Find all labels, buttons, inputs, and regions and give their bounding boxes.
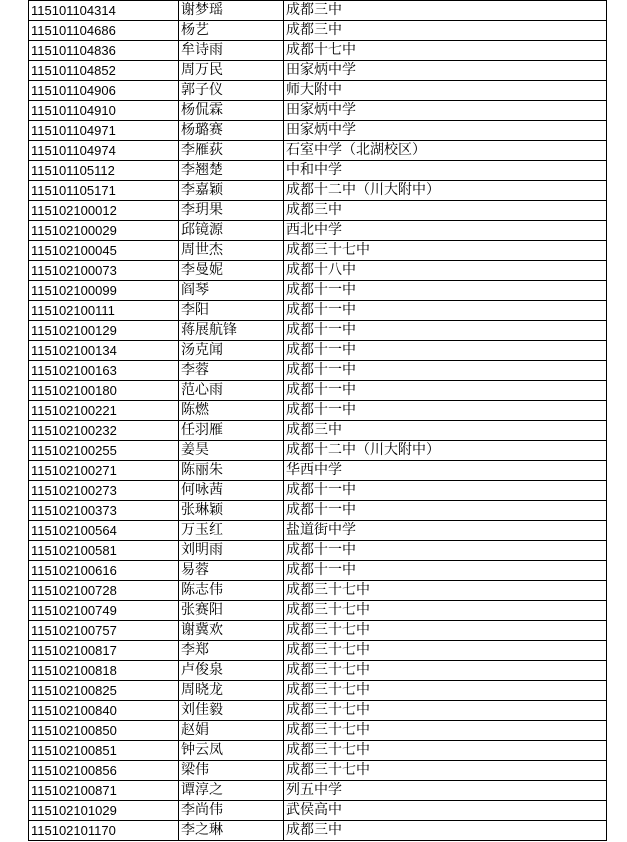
school-name-cell: 中和中学 xyxy=(284,161,607,181)
student-name-cell: 周晓龙 xyxy=(179,681,284,701)
student-name-cell: 张琳颖 xyxy=(179,501,284,521)
student-name-cell: 何咏茜 xyxy=(179,481,284,501)
student-name-cell: 李郑 xyxy=(179,641,284,661)
candidate-id-cell: 115102100163 xyxy=(29,361,179,381)
student-name-cell: 刘佳毅 xyxy=(179,701,284,721)
school-name-cell: 成都三中 xyxy=(284,421,607,441)
table-row xyxy=(29,221,607,241)
candidate-id-cell: 115102100232 xyxy=(29,421,179,441)
table-row xyxy=(29,321,607,341)
school-name-cell: 成都十一中 xyxy=(284,401,607,421)
candidate-id-cell: 115102100581 xyxy=(29,541,179,561)
student-name-cell: 杨艺 xyxy=(179,21,284,41)
student-name-cell: 李蓉 xyxy=(179,361,284,381)
school-name-cell: 成都三十七中 xyxy=(284,721,607,741)
student-name-cell: 万玉红 xyxy=(179,521,284,541)
table-row xyxy=(29,261,607,281)
table-row xyxy=(29,661,607,681)
student-name-cell: 姜昊 xyxy=(179,441,284,461)
candidate-id-cell: 115102100850 xyxy=(29,721,179,741)
student-name-cell: 范心雨 xyxy=(179,381,284,401)
candidate-id-cell: 115101104971 xyxy=(29,121,179,141)
school-name-cell: 成都十一中 xyxy=(284,301,607,321)
candidate-id-cell: 115102100180 xyxy=(29,381,179,401)
table-row xyxy=(29,701,607,721)
candidate-id-cell: 115102100616 xyxy=(29,561,179,581)
candidate-id-cell: 115102100825 xyxy=(29,681,179,701)
candidate-id-cell: 115102100271 xyxy=(29,461,179,481)
candidate-id-cell: 115102100255 xyxy=(29,441,179,461)
candidate-id-cell: 115102100373 xyxy=(29,501,179,521)
school-name-cell: 武侯高中 xyxy=(284,801,607,821)
school-name-cell: 成都十七中 xyxy=(284,41,607,61)
table-row xyxy=(29,381,607,401)
candidate-id-cell: 115102100851 xyxy=(29,741,179,761)
candidate-id-cell: 115102101170 xyxy=(29,821,179,841)
table-row xyxy=(29,561,607,581)
table-row xyxy=(29,281,607,301)
school-name-cell: 田家炳中学 xyxy=(284,61,607,81)
school-name-cell: 成都三十七中 xyxy=(284,661,607,681)
student-name-cell: 周万民 xyxy=(179,61,284,81)
table-row xyxy=(29,821,607,841)
school-name-cell: 成都十一中 xyxy=(284,561,607,581)
school-name-cell: 成都十一中 xyxy=(284,321,607,341)
student-name-cell: 谢梦瑶 xyxy=(179,1,284,21)
candidate-id-cell: 115101104906 xyxy=(29,81,179,101)
candidate-id-cell: 115102100840 xyxy=(29,701,179,721)
table-row xyxy=(29,481,607,501)
school-name-cell: 成都三中 xyxy=(284,21,607,41)
student-name-cell: 卢俊泉 xyxy=(179,661,284,681)
student-name-cell: 李尚伟 xyxy=(179,801,284,821)
table-row xyxy=(29,101,607,121)
student-name-cell: 梁伟 xyxy=(179,761,284,781)
school-name-cell: 石室中学（北湖校区） xyxy=(284,141,607,161)
candidate-id-cell: 115102100073 xyxy=(29,261,179,281)
student-name-cell: 李玥果 xyxy=(179,201,284,221)
candidate-id-cell: 115102100817 xyxy=(29,641,179,661)
school-name-cell: 西北中学 xyxy=(284,221,607,241)
table-row xyxy=(29,521,607,541)
school-name-cell: 成都三十七中 xyxy=(284,701,607,721)
candidate-id-cell: 115101105112 xyxy=(29,161,179,181)
candidate-id-cell: 115102100111 xyxy=(29,301,179,321)
school-name-cell: 成都十一中 xyxy=(284,541,607,561)
school-name-cell: 成都三中 xyxy=(284,1,607,21)
school-name-cell: 成都三十七中 xyxy=(284,621,607,641)
candidate-id-cell: 115101104314 xyxy=(29,1,179,21)
table-row xyxy=(29,401,607,421)
table-row xyxy=(29,801,607,821)
candidate-id-cell: 115102100099 xyxy=(29,281,179,301)
table-row xyxy=(29,61,607,81)
candidate-id-cell: 115102100728 xyxy=(29,581,179,601)
student-name-cell: 李阳 xyxy=(179,301,284,321)
student-name-cell: 谭淳之 xyxy=(179,781,284,801)
student-name-cell: 刘明雨 xyxy=(179,541,284,561)
table-row xyxy=(29,501,607,521)
student-name-cell: 邱镜源 xyxy=(179,221,284,241)
candidate-id-cell: 115102100856 xyxy=(29,761,179,781)
candidate-id-cell: 115102100749 xyxy=(29,601,179,621)
table-row xyxy=(29,181,607,201)
candidate-id-cell: 115101104852 xyxy=(29,61,179,81)
student-name-cell: 汤克闻 xyxy=(179,341,284,361)
student-name-cell: 李翘楚 xyxy=(179,161,284,181)
school-name-cell: 成都三中 xyxy=(284,201,607,221)
table-row xyxy=(29,201,607,221)
table-row xyxy=(29,361,607,381)
candidate-id-cell: 115101104686 xyxy=(29,21,179,41)
candidate-id-cell: 115101105171 xyxy=(29,181,179,201)
table-row xyxy=(29,81,607,101)
candidate-id-cell: 115102100012 xyxy=(29,201,179,221)
table-row xyxy=(29,121,607,141)
candidate-id-cell: 115102100029 xyxy=(29,221,179,241)
student-name-cell: 李曼妮 xyxy=(179,261,284,281)
school-name-cell: 成都三十七中 xyxy=(284,601,607,621)
table-row xyxy=(29,161,607,181)
candidate-id-cell: 115101104910 xyxy=(29,101,179,121)
table-row xyxy=(29,1,607,21)
table-row xyxy=(29,781,607,801)
table-row xyxy=(29,641,607,661)
school-name-cell: 成都三十七中 xyxy=(284,681,607,701)
school-name-cell: 成都十一中 xyxy=(284,381,607,401)
school-name-cell: 成都十一中 xyxy=(284,281,607,301)
school-name-cell: 成都十一中 xyxy=(284,481,607,501)
school-name-cell: 成都十一中 xyxy=(284,501,607,521)
student-name-cell: 陈志伟 xyxy=(179,581,284,601)
student-name-cell: 陈燃 xyxy=(179,401,284,421)
school-name-cell: 华西中学 xyxy=(284,461,607,481)
candidate-id-cell: 115102100818 xyxy=(29,661,179,681)
school-name-cell: 成都三十七中 xyxy=(284,581,607,601)
student-name-cell: 周世杰 xyxy=(179,241,284,261)
table-row xyxy=(29,301,607,321)
table-row xyxy=(29,761,607,781)
student-name-cell: 张赛阳 xyxy=(179,601,284,621)
candidate-id-cell: 115102100273 xyxy=(29,481,179,501)
table-row xyxy=(29,421,607,441)
candidate-id-cell: 115101104836 xyxy=(29,41,179,61)
candidate-id-cell: 115102100871 xyxy=(29,781,179,801)
table-row xyxy=(29,461,607,481)
student-name-cell: 任羽雁 xyxy=(179,421,284,441)
table-row xyxy=(29,581,607,601)
candidate-id-cell: 115102100129 xyxy=(29,321,179,341)
student-name-cell: 李嘉颖 xyxy=(179,181,284,201)
student-name-cell: 李之琳 xyxy=(179,821,284,841)
candidate-id-cell: 115102100134 xyxy=(29,341,179,361)
school-name-cell: 田家炳中学 xyxy=(284,121,607,141)
table-row xyxy=(29,341,607,361)
table-row xyxy=(29,541,607,561)
school-name-cell: 盐道街中学 xyxy=(284,521,607,541)
student-name-cell: 李雁荻 xyxy=(179,141,284,161)
school-name-cell: 成都三十七中 xyxy=(284,761,607,781)
table-row xyxy=(29,621,607,641)
school-name-cell: 成都十二中（川大附中） xyxy=(284,441,607,461)
school-name-cell: 成都三十七中 xyxy=(284,241,607,261)
candidate-id-cell: 115102101029 xyxy=(29,801,179,821)
student-name-cell: 易蓉 xyxy=(179,561,284,581)
school-name-cell: 成都三十七中 xyxy=(284,741,607,761)
school-name-cell: 成都三十七中 xyxy=(284,641,607,661)
table-row xyxy=(29,681,607,701)
school-name-cell: 师大附中 xyxy=(284,81,607,101)
table-row xyxy=(29,41,607,61)
student-name-cell: 谢冀欢 xyxy=(179,621,284,641)
school-name-cell: 成都十八中 xyxy=(284,261,607,281)
student-name-cell: 陈丽朱 xyxy=(179,461,284,481)
student-name-cell: 郭子仪 xyxy=(179,81,284,101)
school-name-cell: 成都十一中 xyxy=(284,341,607,361)
school-name-cell: 列五中学 xyxy=(284,781,607,801)
table-row xyxy=(29,21,607,41)
table-row xyxy=(29,721,607,741)
student-name-cell: 牟诗雨 xyxy=(179,41,284,61)
candidate-id-cell: 115102100045 xyxy=(29,241,179,261)
candidate-id-cell: 115101104974 xyxy=(29,141,179,161)
table-row xyxy=(29,441,607,461)
student-name-cell: 钟云凤 xyxy=(179,741,284,761)
candidate-id-cell: 115102100757 xyxy=(29,621,179,641)
candidate-id-cell: 115102100221 xyxy=(29,401,179,421)
candidate-id-cell: 115102100564 xyxy=(29,521,179,541)
student-name-cell: 杨侃霖 xyxy=(179,101,284,121)
student-name-cell: 阎琴 xyxy=(179,281,284,301)
table-row xyxy=(29,141,607,161)
student-name-cell: 赵娟 xyxy=(179,721,284,741)
school-name-cell: 田家炳中学 xyxy=(284,101,607,121)
table-row xyxy=(29,241,607,261)
student-table xyxy=(28,0,607,841)
table-row xyxy=(29,741,607,761)
table-body xyxy=(29,1,607,841)
school-name-cell: 成都十二中（川大附中） xyxy=(284,181,607,201)
student-name-cell: 蒋展航锋 xyxy=(179,321,284,341)
school-name-cell: 成都三中 xyxy=(284,821,607,841)
school-name-cell: 成都十一中 xyxy=(284,361,607,381)
table-row xyxy=(29,601,607,621)
student-name-cell: 杨璐赛 xyxy=(179,121,284,141)
